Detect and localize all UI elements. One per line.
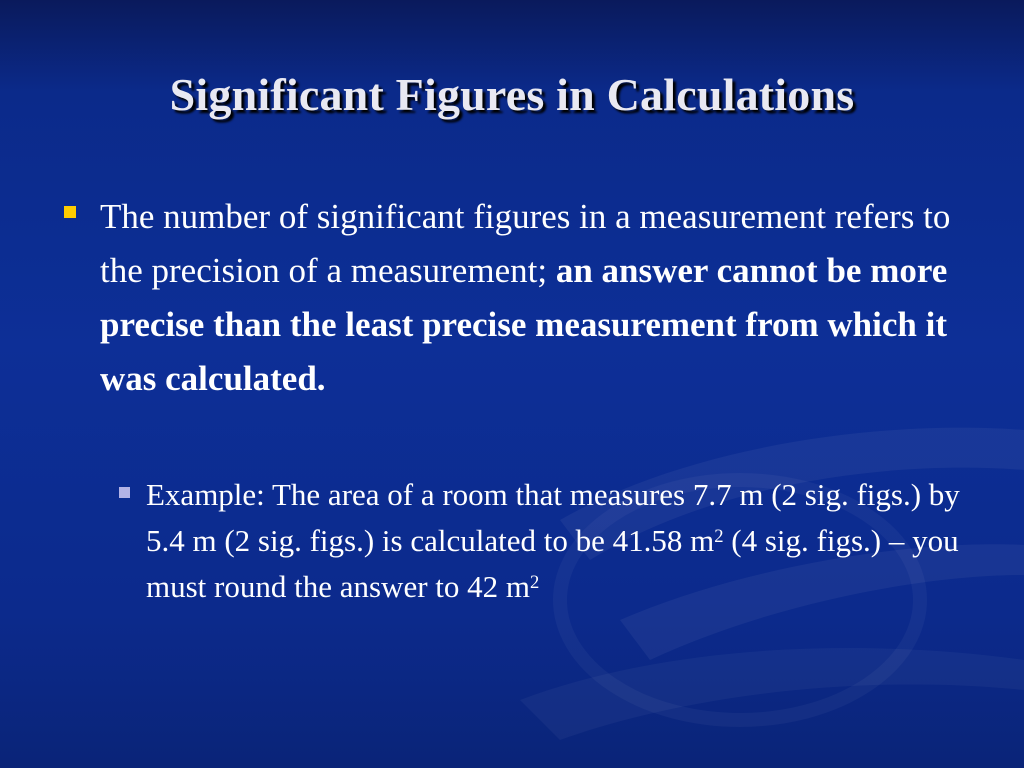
main-bullet-text — [100, 190, 970, 406]
example-text-part1: Example: The area of a room that measures 7.7 m (2 sig. figs.) by 5.4 m (2 sig. figs.) is calculated to be 41.58 m — [146, 477, 960, 558]
sub-bullet-square-icon — [119, 487, 130, 498]
bullet-bold-text: an answer cannot be more precise than the least precise measurement from which it was calculated. — [100, 251, 948, 398]
slide-title: Significant Figures in Calculations — [169, 69, 855, 120]
example-sub-bullet-text — [146, 472, 996, 610]
bullet-regular-text: The number of significant figures in a measurement refers to the precision of a measurement; — [100, 197, 951, 290]
superscript-squared: 2 — [714, 526, 724, 547]
example-text-part2: (4 sig. figs.) – you must round the answer to 42 m — [146, 523, 959, 604]
bullet-square-icon — [64, 206, 76, 218]
superscript-squared-final: 2 — [530, 572, 540, 593]
